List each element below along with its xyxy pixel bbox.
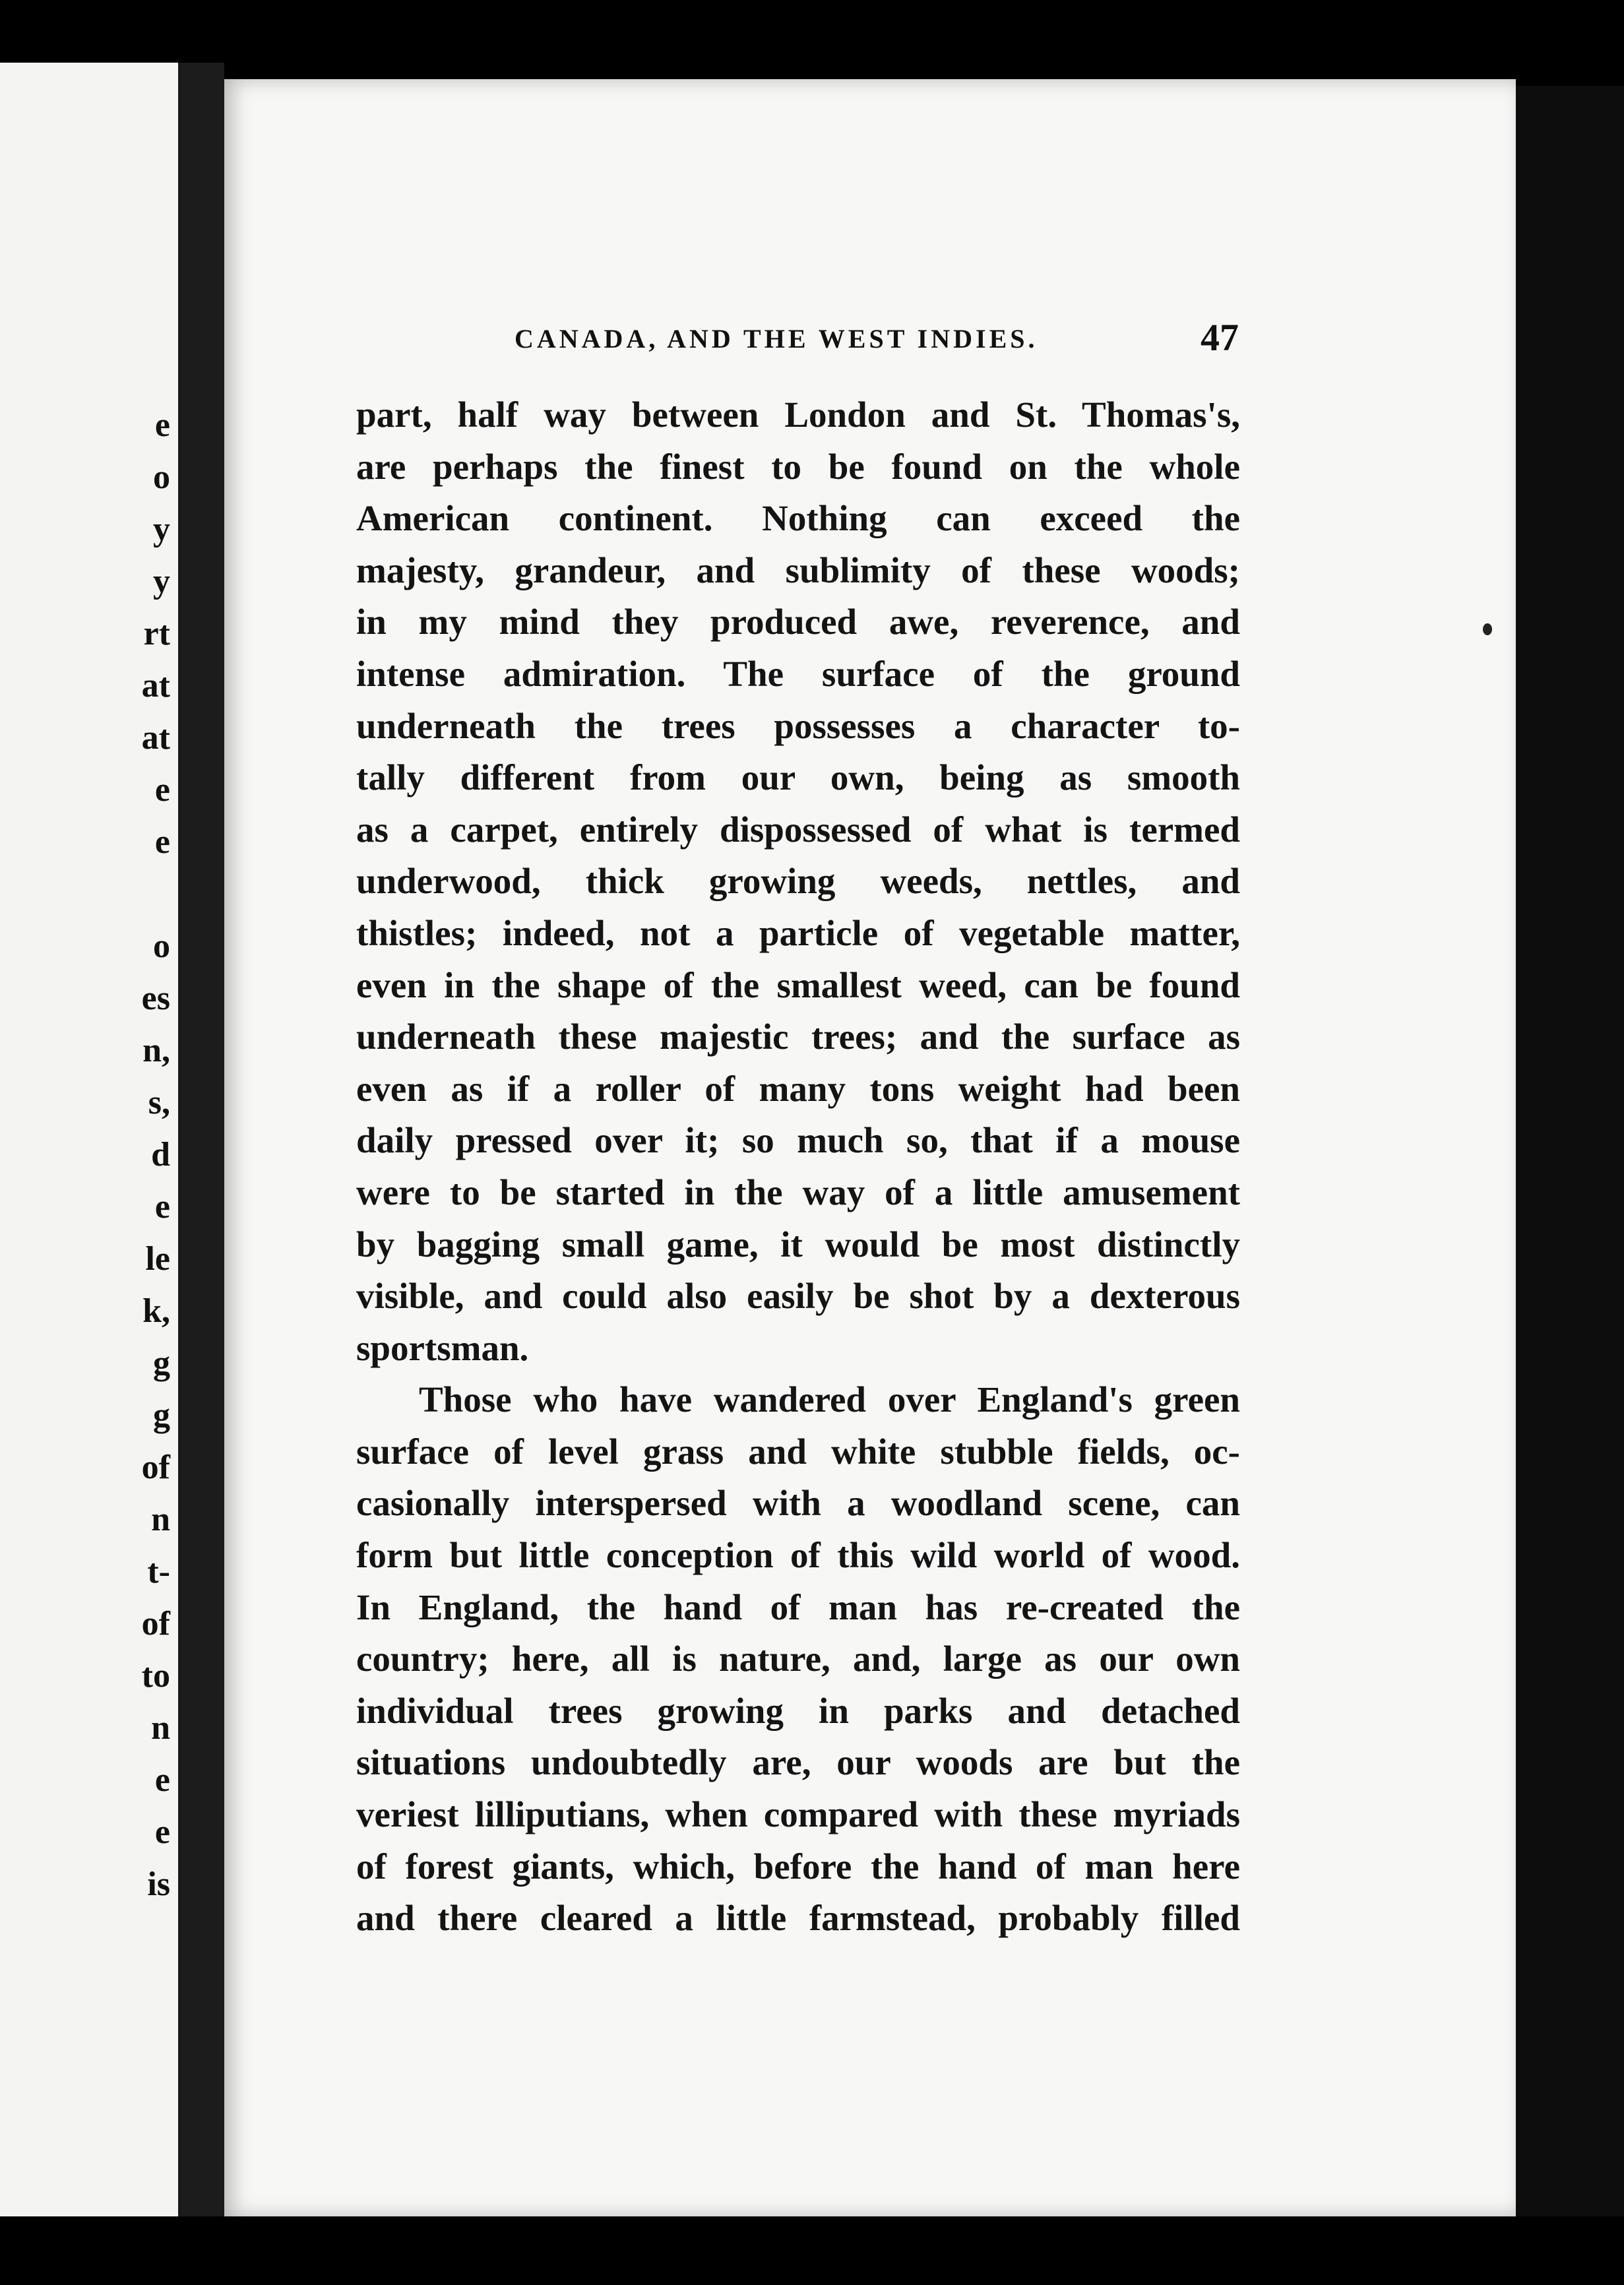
text-line: and there cleared a little farmstead, probably filled <box>356 1898 1240 1939</box>
text-line: form but little conception of this wild world of wood. <box>356 1535 1240 1576</box>
fragment-line: e <box>154 823 170 861</box>
fragment-line: le <box>145 1240 170 1278</box>
text-line: In England, the hand of man has re-created the <box>356 1586 1240 1627</box>
text-line: in my mind they produced awe, reverence, and <box>356 602 1240 642</box>
text-line: underwood, thick growing weeds, nettles, and <box>356 861 1240 902</box>
fragment-line: e <box>154 406 170 444</box>
fragment-line: g <box>153 1344 170 1382</box>
text-line: thistles; indeed, not a particle of vegetable matter, <box>356 912 1240 953</box>
fragment-line <box>142 868 170 920</box>
text-line: veriest lilliputians, when compared with these myriads <box>356 1794 1240 1835</box>
text-line: visible, and could also easily be shot by a dexterous <box>356 1276 1240 1317</box>
text-line: even as if a roller of many tons weight had been <box>356 1068 1240 1109</box>
fragment-line: y <box>153 563 170 600</box>
fragment-line: e <box>154 771 170 809</box>
text-line: surface of level grass and white stubble fields, oc- <box>356 1431 1240 1472</box>
fragment-line: of <box>141 1605 170 1643</box>
text-line: underneath the trees possesses a character to- <box>356 705 1240 746</box>
text-line: as a carpet, entirely dispossessed of what is termed <box>356 809 1240 850</box>
fragment-line: o <box>153 458 170 496</box>
running-header-title: CANADA, AND THE WEST INDIES. <box>515 324 1038 354</box>
fragment-line: k, <box>142 1292 170 1330</box>
book-gutter <box>182 63 224 2216</box>
fragment-line: e <box>154 1761 170 1799</box>
ink-speck <box>1483 623 1492 635</box>
page-number: 47 <box>1201 316 1239 359</box>
text-line: situations undoubtedly are, our woods are but the <box>356 1742 1240 1783</box>
fragment-line: at <box>141 667 170 704</box>
text-line: tally different from our own, being as smooth <box>356 757 1240 798</box>
text-line: majesty, grandeur, and sublimity of these woods; <box>356 549 1240 590</box>
text-line: individual trees growing in parks and detached <box>356 1690 1240 1731</box>
text-line: were to be started in the way of a little amusement <box>356 1172 1240 1212</box>
text-line: of forest giants, which, before the hand of man here <box>356 1846 1240 1887</box>
fragment-line: o <box>153 927 170 965</box>
fragment-line: g <box>153 1396 170 1434</box>
fragment-line: es <box>141 980 170 1017</box>
text-line: country; here, all is nature, and, large as our own <box>356 1639 1240 1679</box>
fragment-line: y <box>153 511 170 548</box>
text-line: are perhaps the finest to be found on the whole <box>356 446 1240 487</box>
text-line: Those who have wandered over England's green <box>419 1379 1240 1420</box>
text-line: even in the shape of the smallest weed, can be found <box>356 964 1240 1005</box>
fragment-line: at <box>141 719 170 757</box>
fragment-line: n, <box>142 1032 170 1069</box>
fragment-line: e <box>154 1813 170 1851</box>
fragment-line: to <box>141 1657 170 1695</box>
text-line: casionally interspersed with a woodland scene, can <box>356 1483 1240 1524</box>
fragment-line: is <box>147 1865 170 1903</box>
text-line: underneath these majestic trees; and the surface as <box>356 1017 1240 1057</box>
page-body-text <box>356 389 1240 1945</box>
fragment-line: n <box>151 1709 170 1747</box>
text-line: part, half way between London and St. Thomas's, <box>356 394 1240 435</box>
facing-page-left <box>0 63 182 2216</box>
facing-page-text-fragments <box>142 399 170 1910</box>
fragment-line: d <box>151 1136 170 1174</box>
text-line: daily pressed over it; so much so, that if a mouse <box>356 1120 1240 1161</box>
text-line: by bagging small game, it would be most distinctly <box>356 1224 1240 1265</box>
fragment-line: rt <box>143 615 170 652</box>
text-line: intense admiration. The surface of the ground <box>356 653 1240 694</box>
fragment-line: t- <box>147 1553 170 1590</box>
fragment-line: n <box>151 1501 170 1538</box>
fragment-line: e <box>154 1188 170 1226</box>
fragment-line: of <box>141 1449 170 1486</box>
fragment-line: s, <box>148 1084 170 1121</box>
text-line: American continent. Nothing can exceed the <box>356 498 1240 539</box>
page-edge-shadow <box>1516 86 1624 2216</box>
text-line: sportsman. <box>356 1327 529 1368</box>
